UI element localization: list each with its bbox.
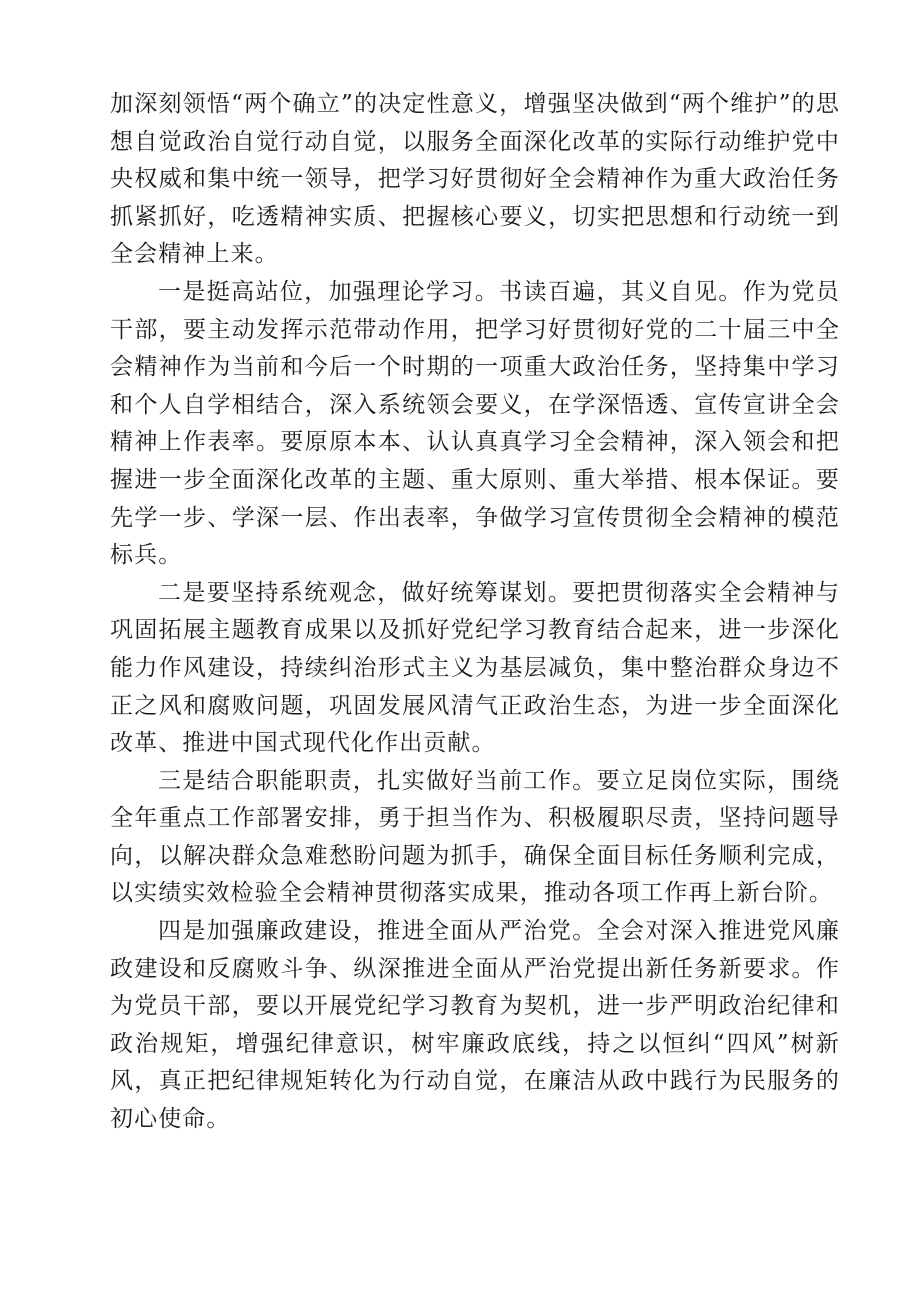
paragraph-systematic-planning: 二是要坚持系统观念，做好统筹谋划。要把贯彻落实全会精神与巩固拓展主题教育成果以及抓好党纪学习教育结合起来，进一步深化能力作风建设，持续纠治形式主义为基层减负，集中整治群众身边不正之风和腐败问题，巩固发展风清气正政治生态，为进一步全面深化改革、推进中国式现代化作出贡献。 [110,579,840,757]
document-page [110,86,840,1139]
paragraph-continuation: 加深刻领悟“两个确立”的决定性意义，增强坚决做到“两个维护”的思想自觉政治自觉行动自觉，以服务全面深化改革的实际行动维护党中央权威和集中统一领导，把学习好贯彻好全会精神作为重大政治任务抓紧抓好，吃透精神实质、把握核心要义，切实把思想和行动统一到全会精神上来。 [110,91,840,268]
paragraph-integrity-building: 四是加强廉政建设，推进全面从严治党。全会对深入推进党风廉政建设和反腐败斗争、纵深推进全面从严治党提出新任务新要求。作为党员干部，要以开展党纪学习教育为契机，进一步严明政治纪律和政治规矩，增强纪律意识，树牢廉政底线，持之以恒纠“四风”树新风，真正把纪律规矩转化为行动自觉，在廉洁从政中践行为民服务的初心使命。 [110,918,840,1133]
paragraph-current-work: 三是结合职能职责，扎实做好当前工作。要立足岗位实际，围绕全年重点工作部署安排，勇于担当作为、积极履职尽责，坚持问题导向，以解决群众急难愁盼问题为抓手，确保全面目标任务顺利完成，以实绩实效检验全会精神贯彻落实成果，推动各项工作再上新台阶。 [110,767,840,907]
paragraph-study-theory: 一是挺高站位，加强理论学习。书读百遍，其义自见。作为党员干部，要主动发挥示范带动作用，把学习好贯彻好党的二十届三中全会精神作为当前和今后一个时期的一项重大政治任务，坚持集中学习和个人自学相结合，深入系统领会要义，在学深悟透、宣传宣讲全会精神上作表率。要原原本本、认认真真学习全会精神，深入领会和把握进一步全面深化改革的主题、重大原则、重大举措、根本保证。要先学一步、学深一层、作出表率，争做学习宣传贯彻全会精神的模范标兵。 [110,278,840,569]
